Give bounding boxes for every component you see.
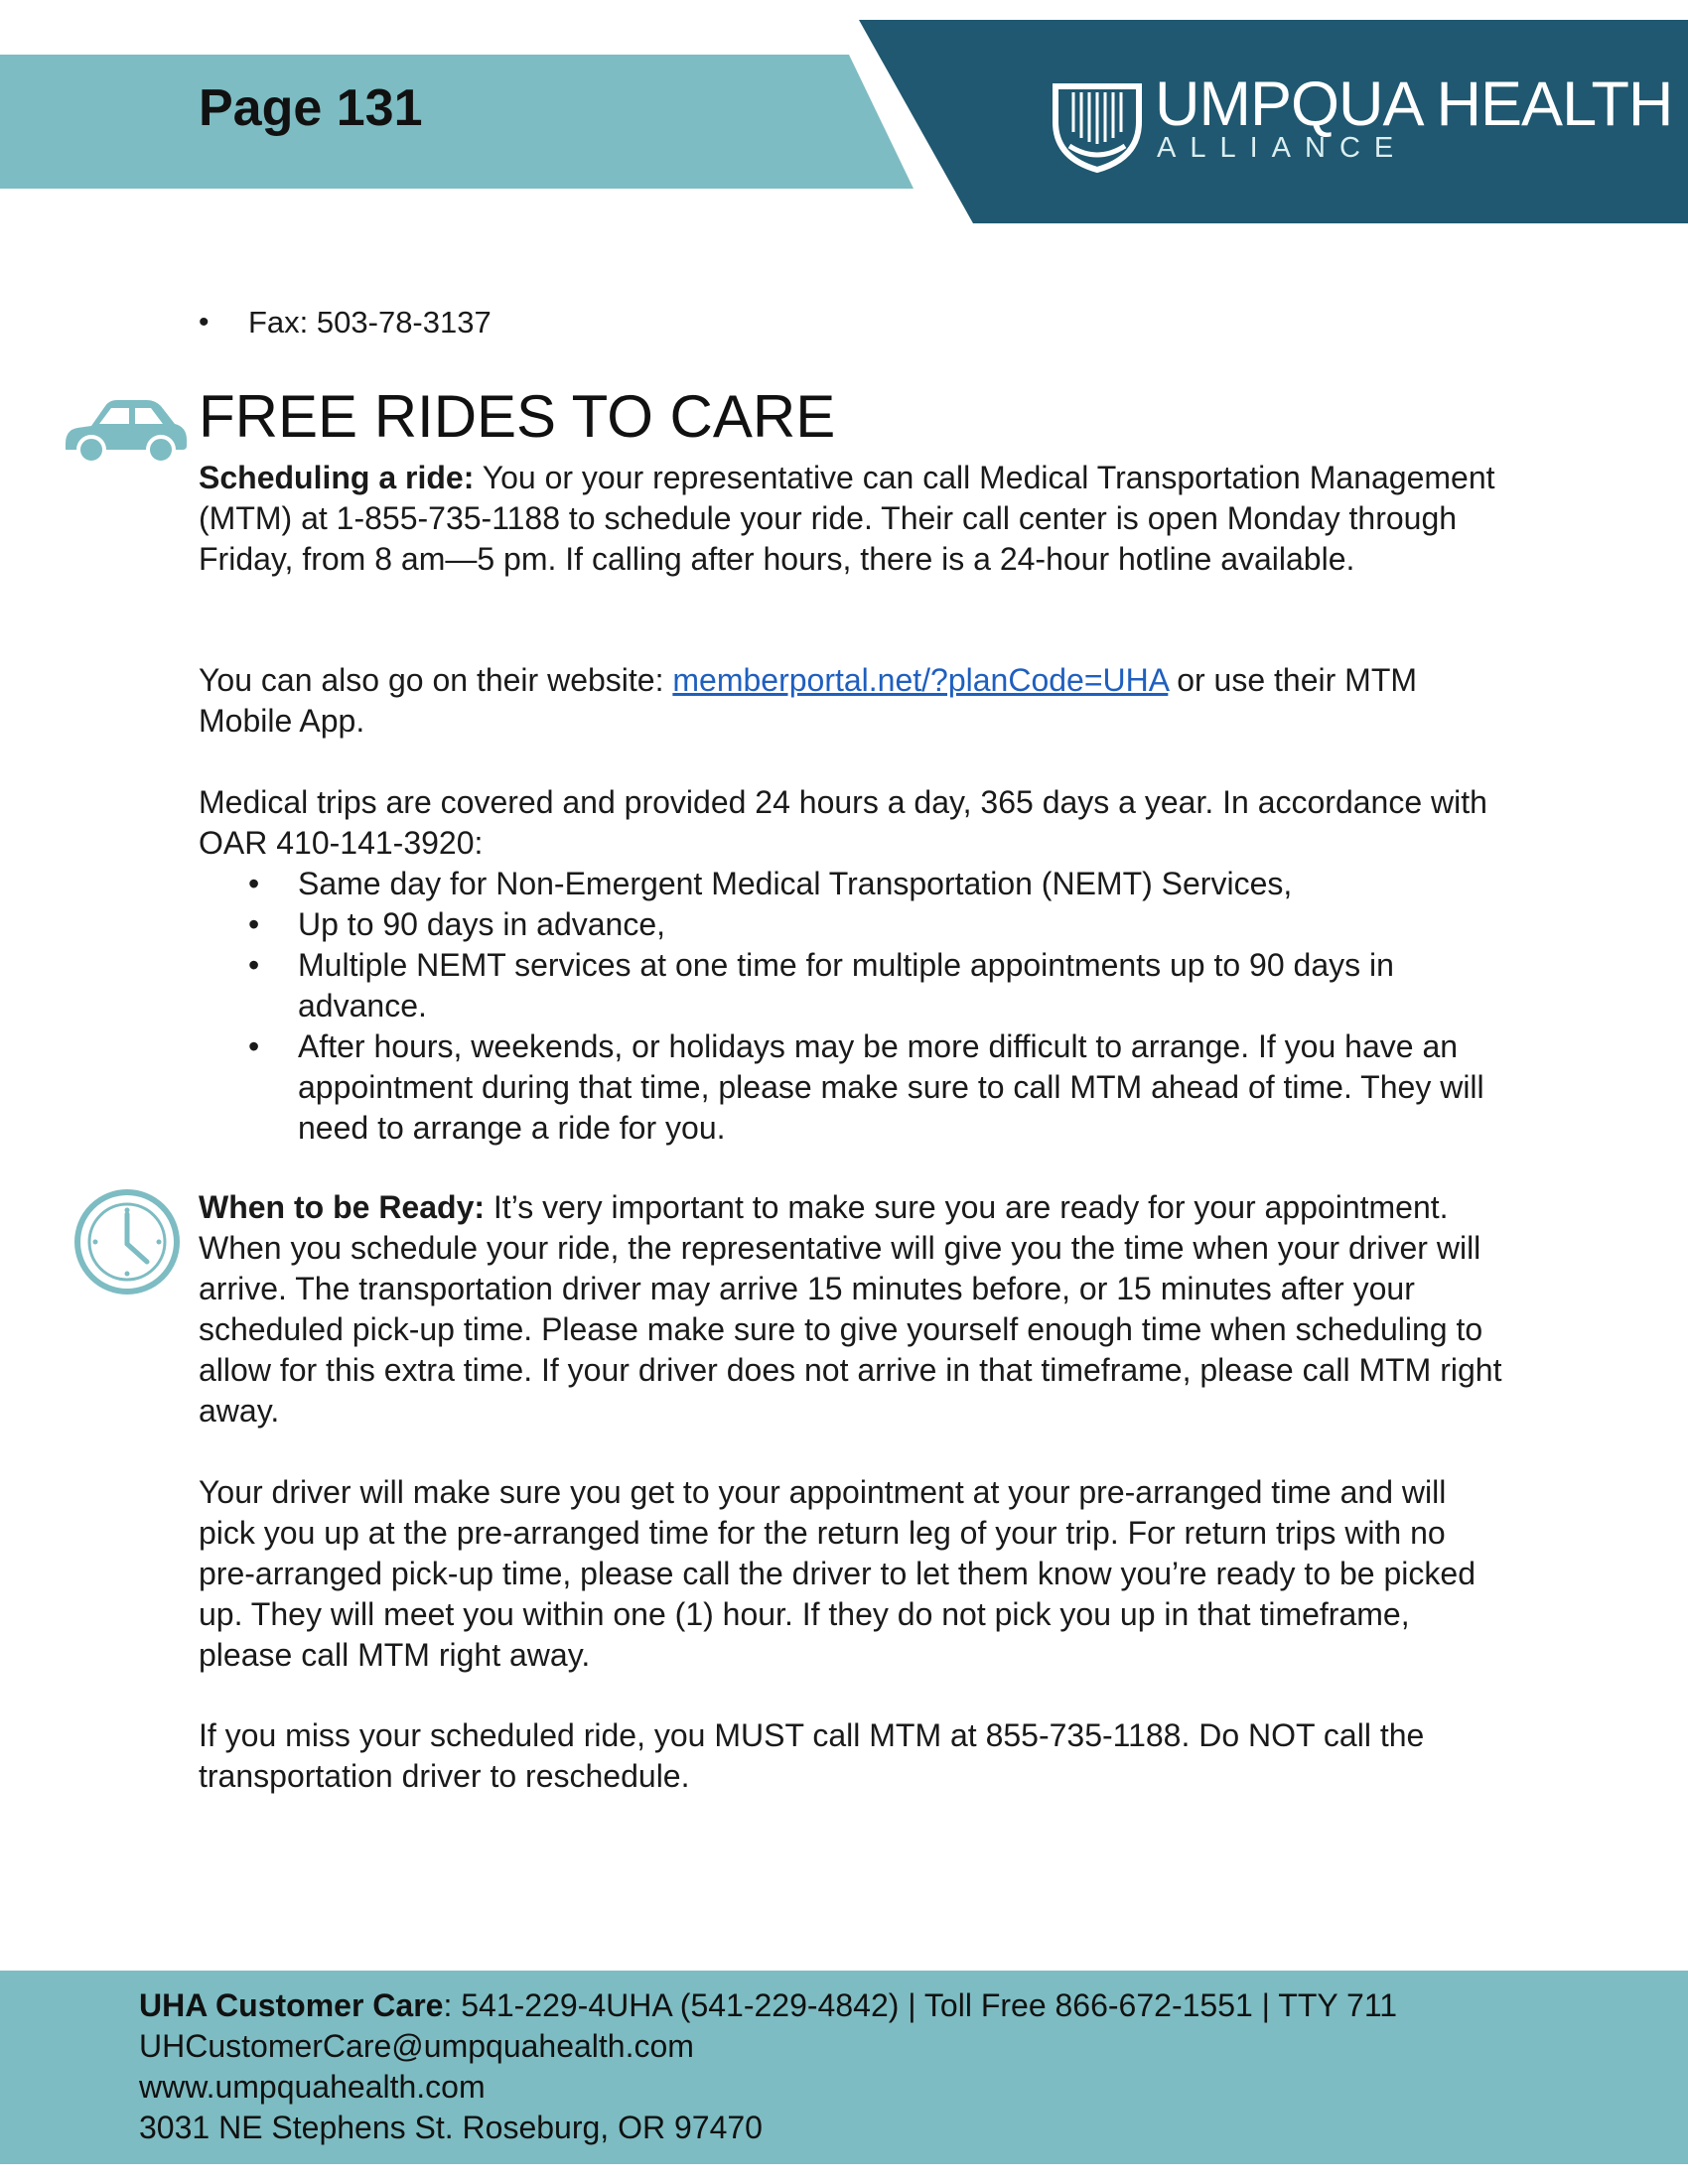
customer-care-phones: : 541-229-4UHA (541-229-4842) | Toll Free 866-672-1551 | TTY 711 [443, 1987, 1398, 2023]
scheduling-label: Scheduling a ride: [199, 460, 475, 495]
footer-email[interactable]: UHCustomerCare@umpquahealth.com [139, 2028, 694, 2064]
umpqua-logo [1048, 69, 1673, 179]
driver-paragraph: Your driver will make sure you get to your appointment at your pre-arranged time and will pick you up at the pre-arranged time for the return leg of your trip. For return trips with no pre-arranged pick-up time, please call the driver to let them know you’re ready to be picked up. They will meet you within one (1) hour. If they do not pick you up in that timeframe, please call MTM right away. [199, 1474, 1476, 1673]
clock-icon [71, 1186, 183, 1297]
member-portal-link[interactable]: memberportal.net/?planCode=UHA [672, 662, 1169, 698]
bullet-icon: • [199, 306, 210, 339]
header-band [0, 55, 914, 189]
list-item: • Same day for Non-Emergent Medical Transportation (NEMT) Services, [199, 864, 1509, 904]
scheduling-text: You or your representative can call Medical Transportation Management (MTM) at 1-855-735-1188 to schedule your ride. Their call center is open Monday through Friday, from 8 am—5 pm. If calling after hours, there is a 24-hour hotline available. [199, 460, 1495, 577]
brand-name: UMPQUA HEALTH [1155, 69, 1673, 139]
logo-shield-icon [1048, 74, 1147, 174]
scheduling-paragraph [199, 458, 1509, 580]
customer-care-line [139, 1985, 1397, 2026]
list-item: • Multiple NEMT services at one time for multiple appointments up to 90 days in advance. [199, 945, 1509, 1026]
fax-bullet [199, 303, 492, 342]
section-title: FREE RIDES TO CARE [199, 383, 836, 450]
website-pre-text: You can also go on their website: [199, 662, 673, 698]
ready-paragraph [199, 1187, 1509, 1432]
trips-paragraph: Medical trips are covered and provided 24 hours a day, 365 days a year. In accordance with OAR 410-141-3920: [199, 784, 1487, 861]
list-item: • Up to 90 days in advance, [199, 904, 1509, 945]
ready-text: It’s very important to make sure you are ready for your appointment. When you schedule your ride, the representative will give you the time when your driver will arrive. The transportation driver may arrive 15 minutes before, or 15 minutes after your scheduled pick-up time. Please make sure to give yourself enough time when scheduling to allow for this extra time. If your driver does not arrive in that timeframe, please call MTM right away. [199, 1189, 1502, 1429]
fax-text: Fax: 503-78-3137 [248, 305, 492, 340]
footer-website[interactable]: www.umpquahealth.com [139, 2069, 486, 2105]
footer-contact [139, 1985, 1397, 2148]
footer-address: 3031 NE Stephens St. Roseburg, OR 97470 [139, 2110, 763, 2145]
website-paragraph [199, 660, 1509, 742]
brand-subtitle: ALLIANCE [1157, 132, 1408, 164]
trip-bullet-list [199, 864, 1509, 1149]
page-number: Page 131 [199, 79, 423, 137]
missed-ride-paragraph: If you miss your scheduled ride, you MUST call MTM at 855-735-1188. Do NOT call the transportation driver to reschedule. [199, 1717, 1425, 1794]
list-item: • After hours, weekends, or holidays may be more difficult to arrange. If you have an appointment during that time, please make sure to call MTM ahead of time. They will need to arrange a ride for you. [199, 1026, 1509, 1149]
customer-care-label: UHA Customer Care [139, 1987, 444, 2023]
website-post-text: or use their MTM Mobile App. [199, 662, 1418, 739]
ready-label: When to be Ready: [199, 1189, 486, 1225]
car-icon [62, 394, 191, 464]
